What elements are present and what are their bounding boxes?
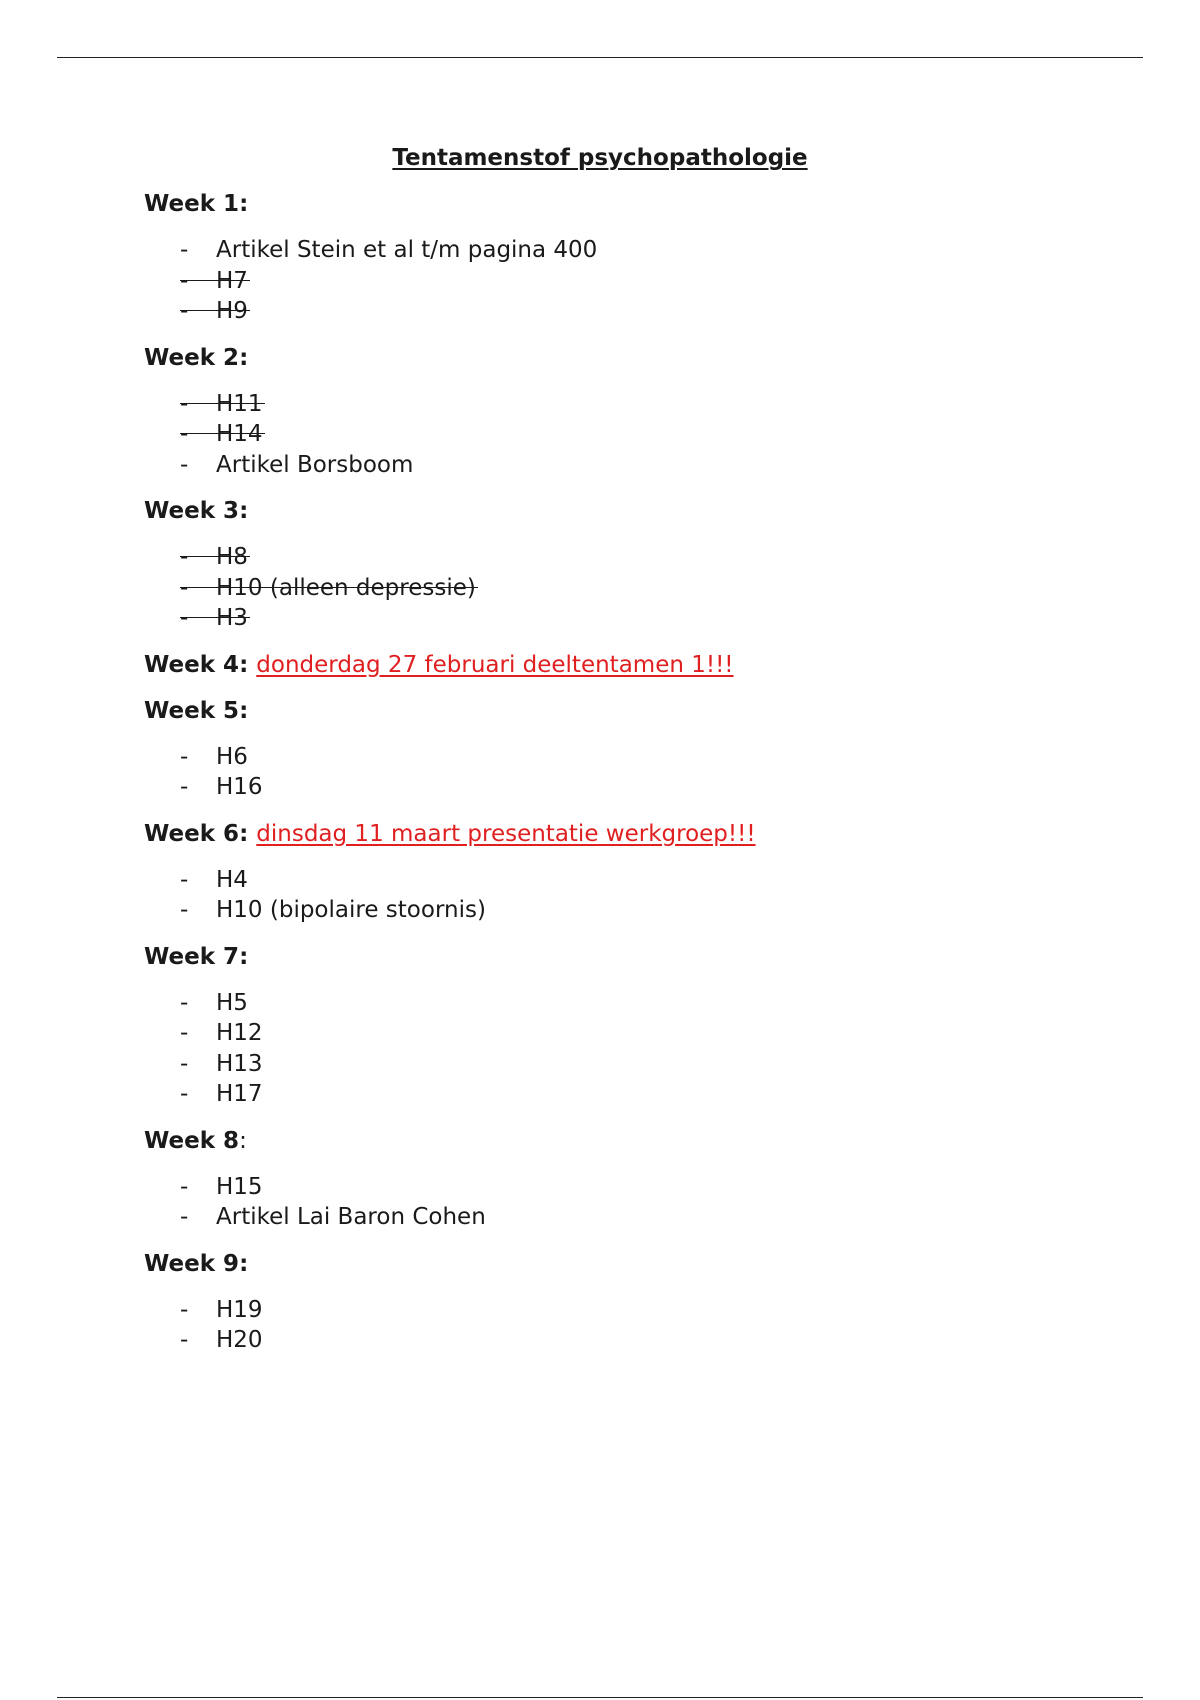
week-heading xyxy=(144,1249,1144,1279)
week-heading xyxy=(144,819,1144,849)
reading-list xyxy=(144,865,1144,926)
list-item xyxy=(144,1049,1144,1080)
bullet-dash: - xyxy=(180,1020,189,1046)
document-body xyxy=(144,189,1144,1372)
list-item-text: H3 xyxy=(216,605,248,631)
week-section xyxy=(144,496,1144,634)
bullet-dash: - xyxy=(180,1204,189,1230)
list-item-text: H4 xyxy=(216,866,248,893)
reading-list xyxy=(144,542,1144,634)
week-colon: : xyxy=(239,498,249,524)
list-item xyxy=(144,865,1144,896)
list-item-text: Artikel Borsboom xyxy=(216,451,414,478)
list-item-text: H9 xyxy=(216,298,248,324)
list-item-text: Artikel Lai Baron Cohen xyxy=(216,1204,486,1230)
week-section xyxy=(144,650,1144,680)
list-item-text: H12 xyxy=(216,1020,263,1046)
bullet-dash: - xyxy=(180,421,189,447)
week-colon: : xyxy=(239,943,249,970)
bullet-dash: - xyxy=(180,605,189,631)
reading-list xyxy=(144,742,1144,803)
reading-list xyxy=(144,389,1144,481)
list-item-struck xyxy=(144,603,1144,634)
week-label: Week 9 xyxy=(144,1250,240,1277)
week-heading xyxy=(144,696,1144,726)
week-label: Week 6 xyxy=(144,820,240,847)
list-item-struck xyxy=(144,266,1144,297)
week-label: Week 8 xyxy=(144,1127,240,1154)
document-title: Tentamenstof psychopathologie xyxy=(392,145,808,171)
bullet-dash: - xyxy=(180,1296,189,1323)
week-heading xyxy=(144,496,1144,526)
reading-list xyxy=(144,1295,1144,1356)
reading-list xyxy=(144,988,1144,1110)
week-heading xyxy=(144,650,1144,680)
week-heading xyxy=(144,189,1144,219)
bullet-dash: - xyxy=(180,1081,189,1107)
bullet-dash: - xyxy=(180,574,189,601)
list-item xyxy=(144,988,1144,1019)
week-label: Week 3 xyxy=(144,498,240,524)
list-item xyxy=(144,450,1144,481)
bullet-dash: - xyxy=(180,774,189,800)
list-item-text: H5 xyxy=(216,989,248,1016)
week-heading xyxy=(144,942,1144,972)
list-item-text: H16 xyxy=(216,774,263,800)
list-item-text: H14 xyxy=(216,421,263,447)
list-item-text: H10 (alleen depressie) xyxy=(216,574,476,601)
list-item xyxy=(144,1172,1144,1203)
week-section xyxy=(144,1126,1144,1233)
deadline-note: dinsdag 11 maart presentatie werkgroep!!! xyxy=(256,820,756,847)
list-item-text: H11 xyxy=(216,390,263,417)
bullet-dash: - xyxy=(180,1173,189,1200)
week-section xyxy=(144,1249,1144,1356)
bullet-dash: - xyxy=(180,989,189,1016)
week-section xyxy=(144,942,1144,1110)
list-item-text: H10 (bipolaire stoornis) xyxy=(216,897,486,923)
week-label: Week 1 xyxy=(144,191,240,217)
bullet-dash: - xyxy=(180,267,189,294)
bullet-dash: - xyxy=(180,1327,189,1353)
reading-list xyxy=(144,235,1144,327)
bullet-dash: - xyxy=(180,298,189,324)
header-rule xyxy=(57,57,1143,58)
week-label: Week 4 xyxy=(144,651,240,678)
list-item-text: H8 xyxy=(216,544,248,570)
deadline-note: donderdag 27 februari deeltentamen 1!!! xyxy=(256,651,734,678)
list-item xyxy=(144,895,1144,926)
list-item xyxy=(144,1202,1144,1233)
week-heading xyxy=(144,1126,1144,1156)
week-colon: : xyxy=(239,820,249,847)
week-colon: : xyxy=(239,1250,249,1277)
week-colon: : xyxy=(239,191,249,217)
list-item xyxy=(144,772,1144,803)
bullet-dash: - xyxy=(180,897,189,923)
week-section xyxy=(144,819,1144,926)
week-colon: : xyxy=(239,344,249,371)
list-item-text: Artikel Stein et al t/m pagina 400 xyxy=(216,237,598,263)
week-heading xyxy=(144,343,1144,373)
week-section xyxy=(144,189,1144,327)
week-colon: : xyxy=(239,1127,247,1154)
list-item xyxy=(144,1295,1144,1326)
bullet-dash: - xyxy=(180,866,189,893)
list-item-text: H15 xyxy=(216,1173,263,1200)
list-item-struck xyxy=(144,542,1144,573)
list-item-struck xyxy=(144,296,1144,327)
bullet-dash: - xyxy=(180,390,189,417)
bullet-dash: - xyxy=(180,451,189,478)
bullet-dash: - xyxy=(180,743,189,770)
list-item-struck xyxy=(144,573,1144,604)
list-item-text: H7 xyxy=(216,267,248,294)
bullet-dash: - xyxy=(180,237,189,263)
bullet-dash: - xyxy=(180,544,189,570)
list-item xyxy=(144,235,1144,266)
week-colon: : xyxy=(239,651,249,678)
list-item xyxy=(144,1079,1144,1110)
list-item-text: H6 xyxy=(216,743,248,770)
reading-list xyxy=(144,1172,1144,1233)
week-label: Week 5 xyxy=(144,697,240,724)
week-label: Week 7 xyxy=(144,943,240,970)
list-item-struck xyxy=(144,389,1144,420)
list-item-struck xyxy=(144,419,1144,450)
list-item xyxy=(144,742,1144,773)
bullet-dash: - xyxy=(180,1050,189,1077)
list-item-text: H20 xyxy=(216,1327,263,1353)
list-item-text: H13 xyxy=(216,1050,263,1077)
list-item xyxy=(144,1018,1144,1049)
footer-rule xyxy=(57,1697,1143,1698)
list-item-text: H19 xyxy=(216,1296,263,1323)
week-colon: : xyxy=(239,697,249,724)
list-item-text: H17 xyxy=(216,1081,263,1107)
week-section xyxy=(144,696,1144,803)
week-section xyxy=(144,343,1144,481)
list-item xyxy=(144,1325,1144,1356)
week-label: Week 2 xyxy=(144,344,240,371)
